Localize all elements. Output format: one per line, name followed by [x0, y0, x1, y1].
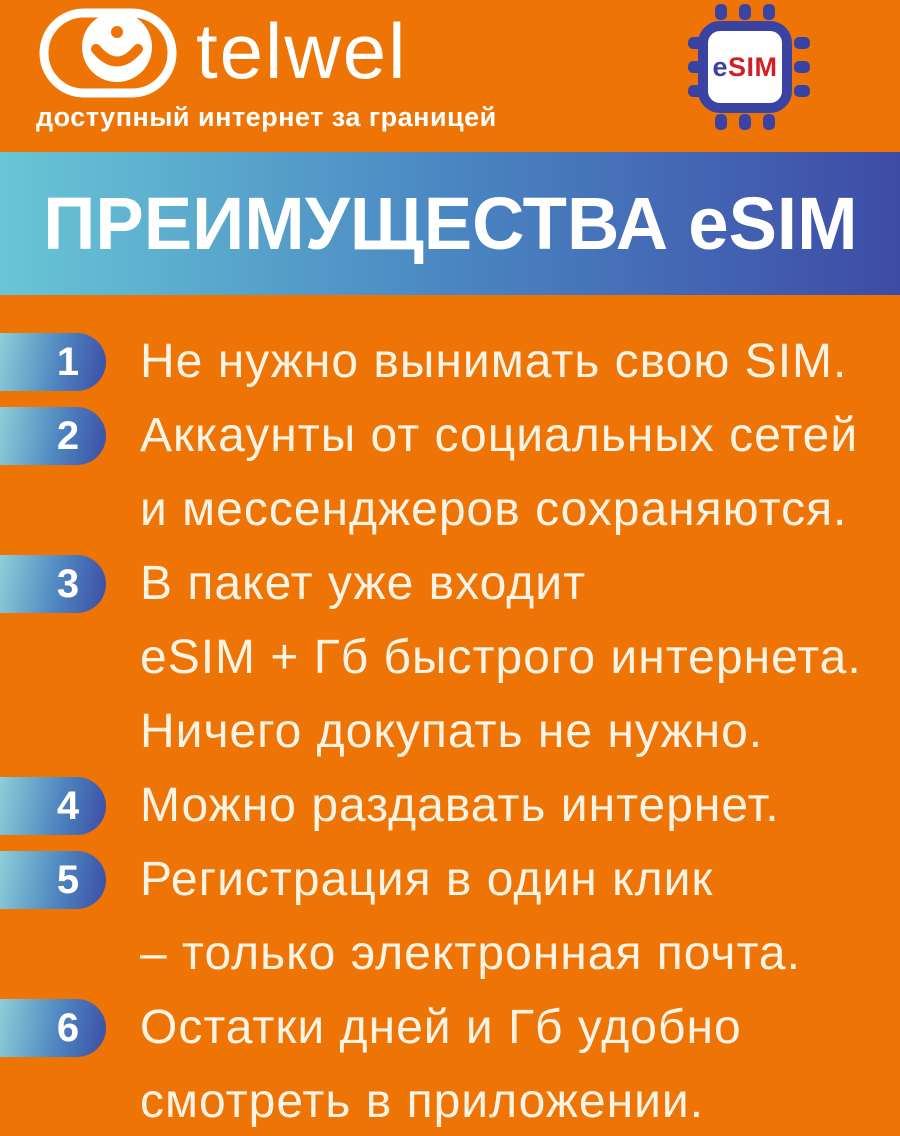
chip-pin	[739, 114, 751, 130]
telwel-smiley-logo-icon	[36, 4, 182, 99]
brand-header	[36, 4, 497, 133]
advantage-item-1	[0, 325, 900, 399]
advantage-number-badge: 6	[0, 999, 106, 1057]
chip-body	[698, 21, 792, 113]
advantage-item-6	[0, 991, 900, 1136]
advantage-item-3	[0, 547, 900, 769]
chip-pin	[715, 4, 727, 20]
esim-chip-icon	[688, 4, 812, 130]
advantage-text-line: В пакет уже входит	[140, 557, 587, 610]
chip-pin	[794, 37, 810, 49]
chip-label-sim: SIM	[728, 51, 778, 82]
advantage-item-2	[0, 399, 900, 547]
advantage-text-line: Остатки дней и Гб удобно	[140, 1001, 742, 1054]
advantage-number-badge: 4	[0, 777, 106, 835]
advantage-text-line: Не нужно вынимать свою SIM.	[140, 335, 848, 388]
advantage-text-line: Аккаунты от социальных сетей	[140, 409, 859, 462]
advantage-number-badge: 3	[0, 555, 106, 613]
advantage-number-badge: 5	[0, 851, 106, 909]
brand-name: telwel	[196, 7, 408, 95]
logo-row	[36, 4, 497, 99]
advantage-text-line: eSIM + Гб быстрого интернета.	[140, 631, 862, 684]
brand-tagline: доступный интернет за границей	[36, 102, 497, 132]
advantage-item-4	[0, 769, 900, 843]
advantage-number-badge: 2	[0, 407, 106, 465]
advantage-text-line: – только электронная почта.	[140, 927, 801, 980]
advantage-text-line: Можно раздавать интернет.	[140, 779, 780, 832]
chip-pin	[763, 114, 775, 130]
page-title: ПРЕИМУЩЕСТВА eSIM	[42, 182, 858, 265]
advantage-number-badge: 1	[0, 333, 106, 391]
chip-pin	[794, 61, 810, 73]
chip-pin	[739, 4, 751, 20]
chip-pin	[715, 114, 727, 130]
advantage-text-line: и мессенджеров сохраняются.	[140, 483, 848, 536]
chip-pin	[763, 4, 775, 20]
title-banner	[0, 152, 900, 295]
chip-pin	[794, 85, 810, 97]
chip-label-e: e	[712, 51, 728, 82]
advantage-text-line: Ничего докупать не нужно.	[140, 705, 764, 758]
advantage-text-line: Регистрация в один клик	[140, 853, 714, 906]
advantage-text-line: смотреть в приложении.	[140, 1075, 705, 1128]
advantage-item-5	[0, 843, 900, 991]
advantages-list	[0, 325, 900, 1136]
chip-label	[712, 52, 777, 83]
